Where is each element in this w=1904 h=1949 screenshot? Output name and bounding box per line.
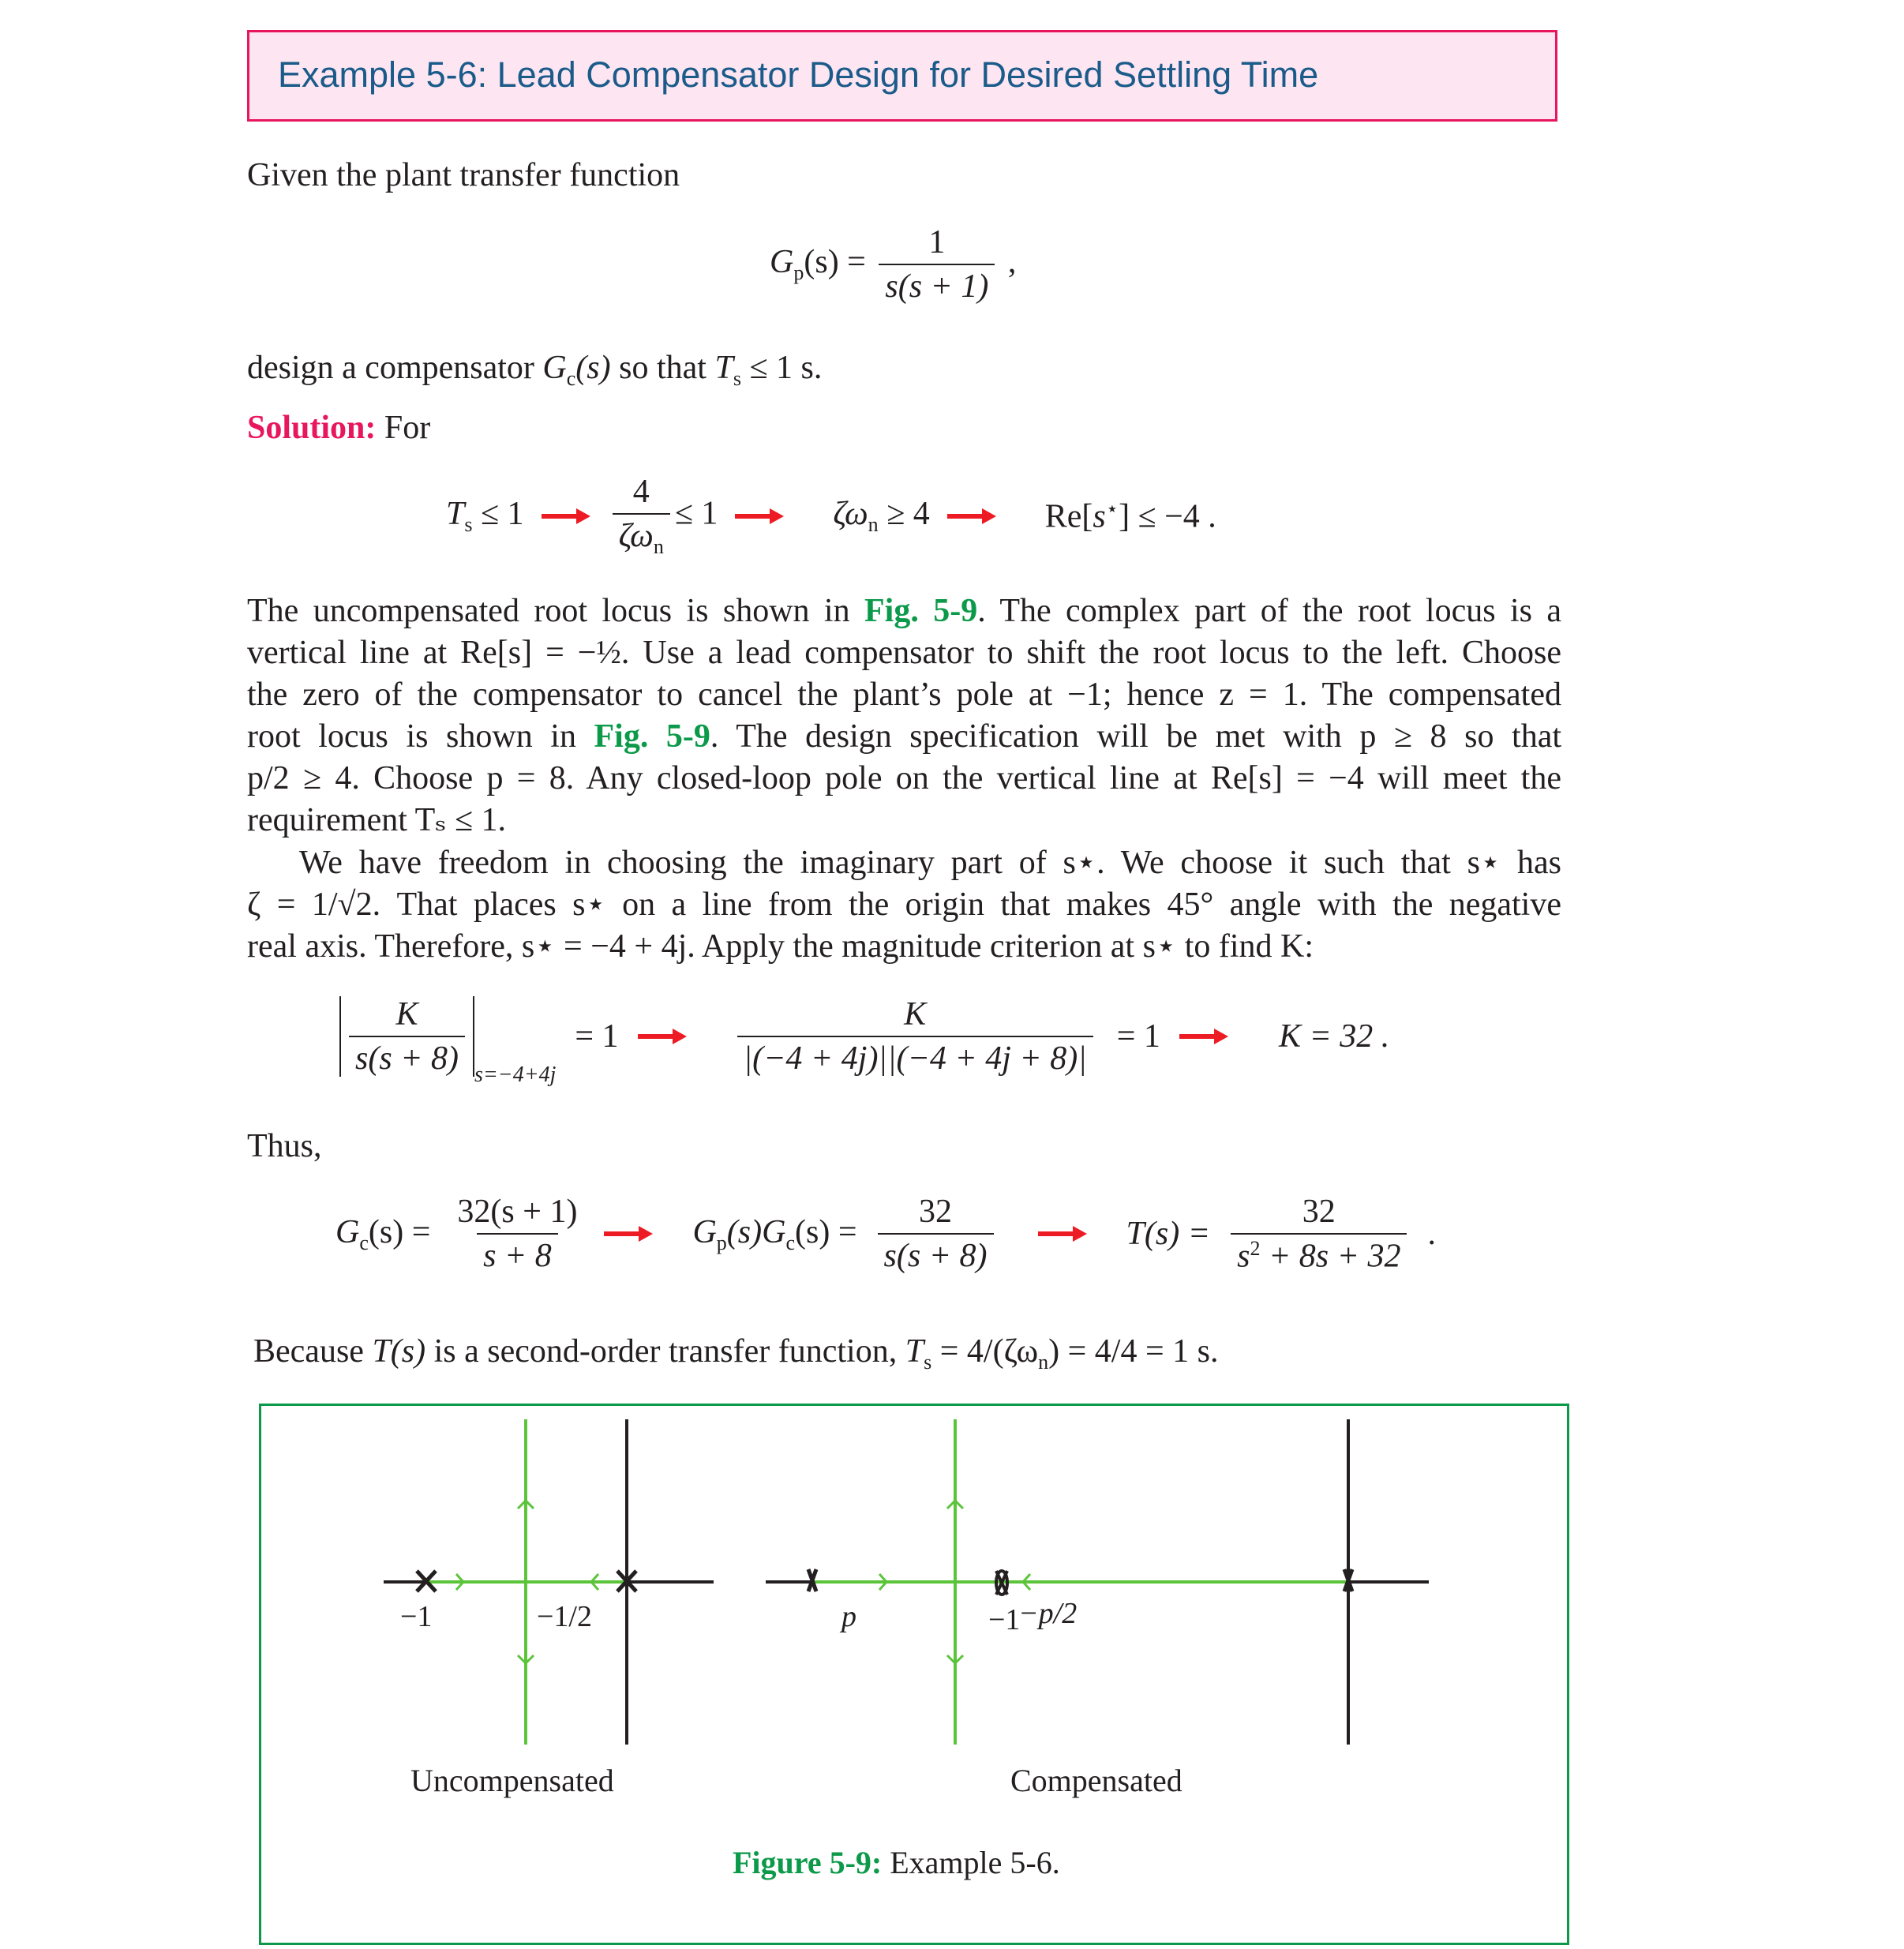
magnitude-criterion: $\frac{K}{s(s + 8)}$ s=−4+4j = 1 $\frac{K}{|(-4 + 4j)||(-4 + 4j + 8)|}$ = 1 K = 32 . <box>339 996 1389 1077</box>
compensator-result-chain: $G_c(s)$ = $\frac{32(s + 1)}{s + 8}$ $G_p(s)G_c(s)$ = $\frac{32}{s(s + 8)}$ T(s) = $\frac{32}{s^2 + 8s + 32}$ . <box>335 1194 1436 1275</box>
settling-time-conclusion: Because T(s) is a second-order transfer function, $T_s = 4/(\zeta\omega_n) = 4/4 = 1$ s. <box>253 1333 1219 1374</box>
label-minus-p-half: −p/2 <box>1018 1597 1078 1630</box>
intro-text: Given the plant transfer function <box>247 157 680 193</box>
figure-caption: Figure 5-9: Example 5-6. <box>733 1845 1060 1880</box>
uncompensated-title: Uncompensated <box>410 1763 614 1798</box>
compensated-title: Compensated <box>1010 1763 1183 1798</box>
figure-link[interactable]: Fig. 5-9 <box>864 593 978 629</box>
plant-equation: $G_p(s)$ = $\frac{1}{s(s + 1)}$ , <box>770 224 1017 305</box>
figure-link[interactable]: Fig. 5-9 <box>594 718 710 755</box>
label-p: p <box>841 1600 856 1633</box>
settling-time-derivation: $T_s \le 1$ $\frac{4}{\zeta\omega_n}$ ≤ 1 $\zeta\omega_n \ge 4$ Re[s⋆] ≤ −4 . <box>446 474 1216 559</box>
example-title: Example 5-6: Lead Compensator Design for Desired Settling Time <box>278 54 1319 95</box>
solution-label: Solution: <box>247 410 377 446</box>
design-requirement: design a compensator $G_c(s)$ so that $T_s \le 1$ s. <box>247 350 823 391</box>
paragraph-uncompensated: The uncompensated root locus is shown in Fig. 5-9. The complex part of the root locus is a vertical line at Re[s] = −½. Use a lead compensator to shift the root locus to the left. Choose the zero of the compensator to cancel the plant’s pole at −1; hence z = 1. The compensated root locus is shown in Fig. 5-9. The design specification will be met with p ≥ 8 so that p/2 ≥ 4. Choose p = 8. Any closed-loop pole on the vertical line at Re[s] = −4 will meet the requirement Tₛ ≤ 1. <box>247 593 1562 838</box>
compensated-root-locus <box>766 1419 1429 1745</box>
label-minus-1-compensated: −1 <box>988 1603 1021 1636</box>
uncompensated-root-locus <box>384 1419 714 1745</box>
label-minus-1: −1 <box>400 1600 433 1633</box>
figure-caption-label: Figure 5-9: <box>733 1845 883 1880</box>
thus-text: Thus, <box>247 1128 322 1164</box>
label-minus-half: −1/2 <box>537 1600 592 1633</box>
solution-heading: Solution: For <box>247 410 431 446</box>
paragraph-freedom: We have freedom in choosing the imaginary part of s⋆. We choose it such that s⋆ has ζ = 1/√2. That places s⋆ on a line from the origin that makes 45° angle with the negative real axis. Therefore, s⋆ = −4 + 4j. Apply the magnitude criterion at s⋆ to find K: <box>247 845 1561 965</box>
plant-fraction: $\frac{1}{s(s + 1)}$ <box>879 224 995 305</box>
